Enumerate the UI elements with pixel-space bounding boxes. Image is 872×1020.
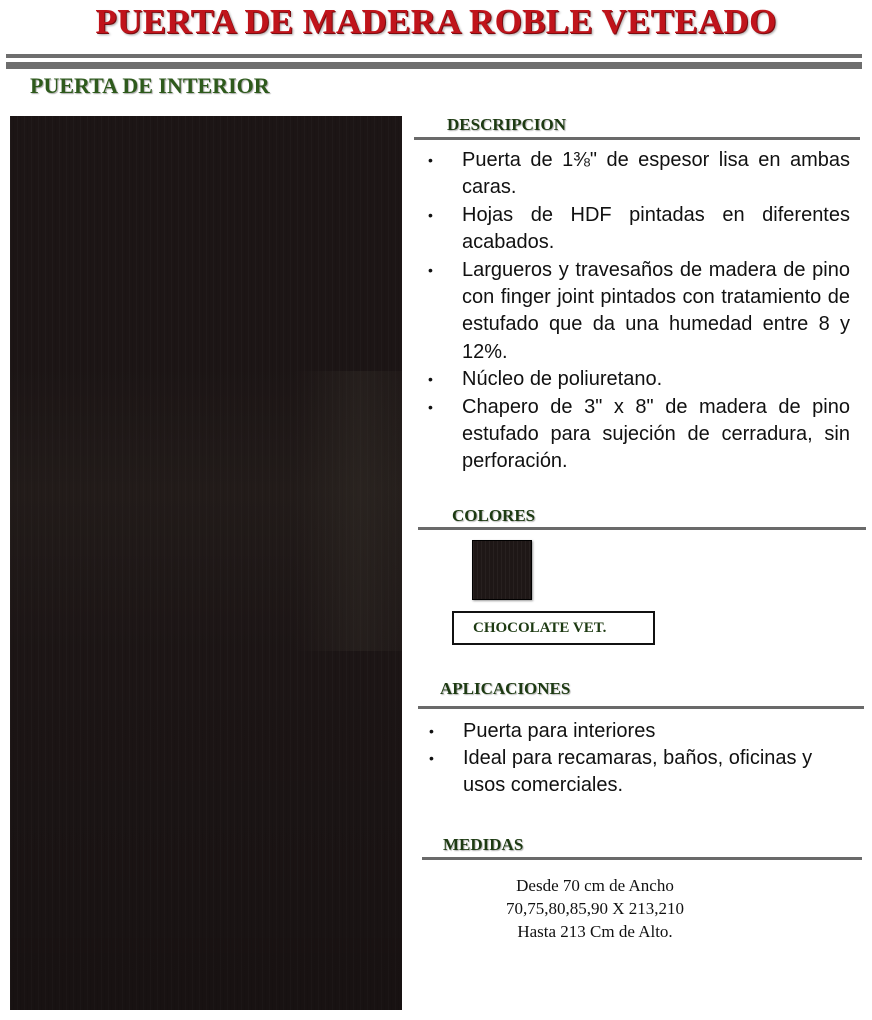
medidas-divider (422, 857, 862, 860)
list-item: • Largueros y travesaños de madera de pino con finger joint pintados con tratamiento de estufado que da una humedad entre 8 y 12%. (428, 257, 850, 367)
aplicaciones-heading: APLICACIONES (440, 679, 571, 698)
color-swatch (472, 540, 532, 600)
aplicaciones-list (429, 718, 851, 799)
door-product-image (10, 116, 402, 1010)
list-item: • Chapero de 3" x 8" de madera de pino estufado para sujeción de cerradura, sin perforación. (428, 394, 850, 476)
descripcion-heading: DESCRIPCION (447, 115, 567, 134)
page-subtitle: PUERTA DE INTERIOR (30, 73, 270, 98)
aplicaciones-divider (418, 706, 864, 709)
descripcion-divider (414, 137, 860, 140)
medidas-line: Hasta 213 Cm de Alto. (517, 922, 673, 941)
descripcion-list (428, 147, 850, 476)
medidas-heading: MEDIDAS (443, 835, 524, 854)
medidas-line: 70,75,80,85,90 X 213,210 (505, 899, 685, 918)
list-item: • Puerta de 1⅜" de espesor lisa en ambas caras. (428, 147, 850, 202)
colores-divider (418, 527, 866, 530)
colores-heading: COLORES (452, 506, 536, 525)
color-label-box (452, 611, 655, 645)
list-item: • Núcleo de poliuretano. (428, 366, 850, 393)
list-item: • Hojas de HDF pintadas en diferentes acabados. (428, 202, 850, 257)
medidas-text (480, 874, 710, 943)
list-item: • Ideal para recamaras, baños, oficinas y usos comerciales. (429, 745, 851, 799)
list-item: • Puerta para interiores (429, 718, 851, 745)
page-title: PUERTA DE MADERA ROBLE VETEADO (95, 2, 777, 41)
color-label: CHOCOLATE VET. (473, 619, 607, 636)
title-divider-top (6, 54, 862, 58)
medidas-line: Desde 70 cm de Ancho (516, 876, 674, 895)
title-divider-bottom (6, 62, 862, 69)
